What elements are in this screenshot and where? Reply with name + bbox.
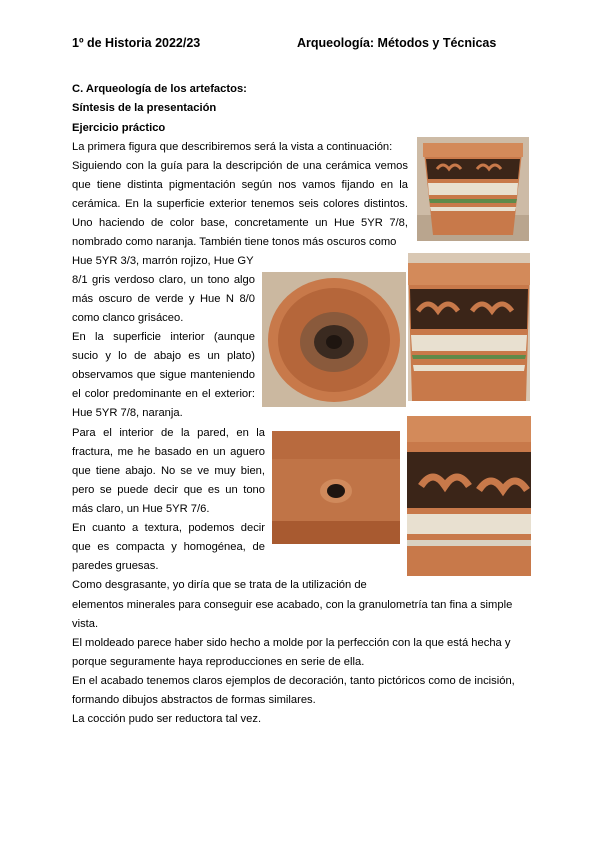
text-line: En el acabado tenemos claros ejemplos de decoración, tanto pictóricos como de incisión, bbox=[72, 675, 515, 687]
text-line: Como desgrasante, yo diría que se trata de la utilización de bbox=[72, 579, 367, 591]
text-line: el color predominante en el exterior: bbox=[72, 388, 255, 400]
text-line: El moldeado parece haber sido hecho a molde por la perfección con la que está hecha y bbox=[72, 637, 511, 649]
text-line: Hue 5YR 7/8, naranja. bbox=[72, 407, 183, 419]
text-line: En la superficie interior (aunque bbox=[72, 331, 255, 343]
text-line: formando dibujos abstractos de formas similares. bbox=[72, 694, 316, 706]
section-heading: C. Arqueología de los artefactos: bbox=[72, 83, 247, 95]
pot-side-closeup-photo bbox=[407, 416, 531, 576]
text-line: Uno haciendo de color base, concretamente un Hue 5YR 7/8, bbox=[72, 217, 408, 229]
text-line: En cuanto a textura, podemos decir bbox=[72, 522, 265, 534]
text-line: como clanco grisáceo. bbox=[72, 312, 184, 324]
text-line: La primera figura que describiremos será la vista a continuación: bbox=[72, 141, 393, 153]
text-line: Para el interior de la pared, en la bbox=[72, 427, 265, 439]
text-line: que tiene distinta pigmentación según nos vamos fijando en la bbox=[72, 179, 408, 191]
text-line: fractura, me he basado en un aguero bbox=[72, 446, 265, 458]
text-line: cerámica. En la superficie exterior tenemos seis colores distintos. bbox=[72, 198, 408, 210]
pot-interior-photo bbox=[262, 272, 406, 407]
text-line: que es compacta y homogénea, de bbox=[72, 541, 265, 553]
text-line: observamos que sigue manteniendo bbox=[72, 369, 255, 381]
text-line: Siguiendo con la guía para la descripción de una cerámica vemos bbox=[72, 160, 408, 172]
text-line: Hue 5YR 3/3, marrón rojizo, Hue GY bbox=[72, 255, 254, 267]
pot-decoration-photo bbox=[408, 253, 530, 401]
text-line: paredes gruesas. bbox=[72, 560, 159, 572]
text-line: más claro, un Hue 5YR 7/6. bbox=[72, 503, 210, 515]
text-line: elementos minerales para conseguir ese acabado, con la granulometría tan fina a simple bbox=[72, 599, 513, 611]
header-course: 1º de Historia 2022/23 bbox=[72, 36, 201, 50]
text-line: más oscuro de verde y Hue N 8/0 bbox=[72, 293, 255, 305]
text-line: vista. bbox=[72, 618, 99, 630]
header-subject: Arqueología: Métodos y Técnicas bbox=[297, 36, 497, 50]
pot-exterior-photo bbox=[417, 137, 529, 241]
exercise-heading: Ejercicio práctico bbox=[72, 122, 166, 134]
text-line: nombrado como naranja. También tiene tonos más oscuros como bbox=[72, 236, 397, 248]
text-line: 8/1 gris verdoso claro, un tono algo bbox=[72, 274, 255, 286]
text-line: sucio y lo de abajo es un plato) bbox=[72, 350, 255, 362]
text-line: que tiene abajo. No se ve muy bien, bbox=[72, 465, 265, 477]
text-line: La cocción pudo ser reductora tal vez. bbox=[72, 713, 262, 725]
text-line: porque seguramente haya reproducciones en serie de ella. bbox=[72, 656, 365, 668]
subtitle-heading: Síntesis de la presentación bbox=[72, 102, 217, 114]
text-line: pero se puede decir que es un tono bbox=[72, 484, 265, 496]
pot-base-hole-photo bbox=[272, 431, 400, 544]
